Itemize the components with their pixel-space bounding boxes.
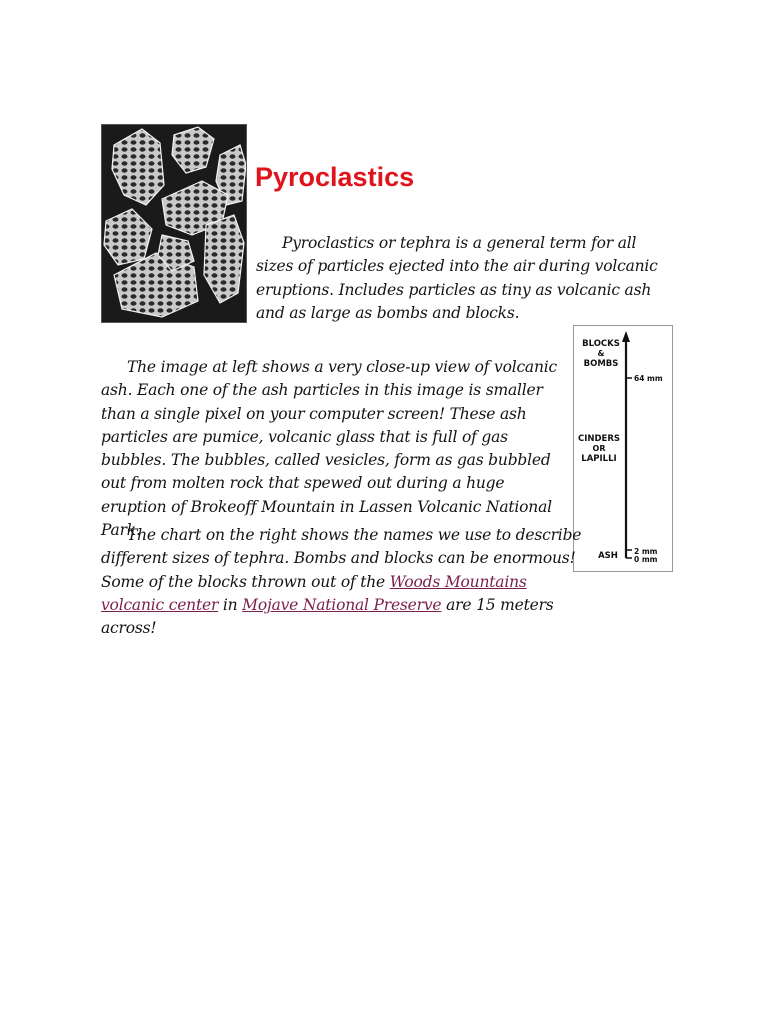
chart-text-after: are 15 meters across! (101, 595, 554, 638)
category-label: BLOCKS (582, 339, 620, 349)
category-label: BOMBS (583, 359, 619, 369)
threshold-label: 2 mm (634, 547, 658, 556)
mojave-preserve-link[interactable]: Mojave National Preserve (242, 595, 442, 614)
intro-text: Pyroclastics or tephra is a general term for all sizes of particles ejected into the air during volcanic eruptions. Includes particles as tiny as volcanic ash and as large as bombs and blocks. (256, 234, 658, 322)
chart-paragraph (101, 524, 591, 640)
woods-mountains-link[interactable]: Woods Mountains volcanic center (101, 572, 527, 614)
category-label: LAPILLI (581, 454, 617, 464)
category-label: & (597, 349, 605, 358)
threshold-label: 64 mm (634, 374, 663, 383)
size-category-blocks-bombs (582, 339, 620, 369)
ash-image-text: The image at left shows a very close-up view of volcanic ash. Each one of the ash particles in this image is smaller than a single pixel on your computer screen! These ash particles are pumice, volcanic glass that is full of gas bubbles. The bubbles, called vesicles, form as gas bubbled out from molten rock that spewed out during a huge eruption of Brokeoff Mountain in Lassen Volcanic National Park. (101, 358, 557, 540)
category-label: CINDERS (577, 434, 621, 444)
size-category-ash: ASH (598, 551, 618, 561)
size-category-cinders-lapilli (578, 434, 620, 464)
page-title: Pyroclastics (255, 162, 415, 192)
threshold-label: 0 mm (634, 555, 658, 564)
intro-paragraph (256, 232, 676, 325)
ash-image-paragraph (101, 356, 567, 542)
chart-text-before: The chart on the right shows the names we use to describe different sizes of tephra. Bombs and blocks can be enormous! Some of the blocks thrown out of the (101, 526, 582, 591)
volcanic-ash-micrograph (101, 124, 247, 323)
chart-text-middle: in (218, 595, 243, 614)
category-label: OR (592, 444, 606, 453)
